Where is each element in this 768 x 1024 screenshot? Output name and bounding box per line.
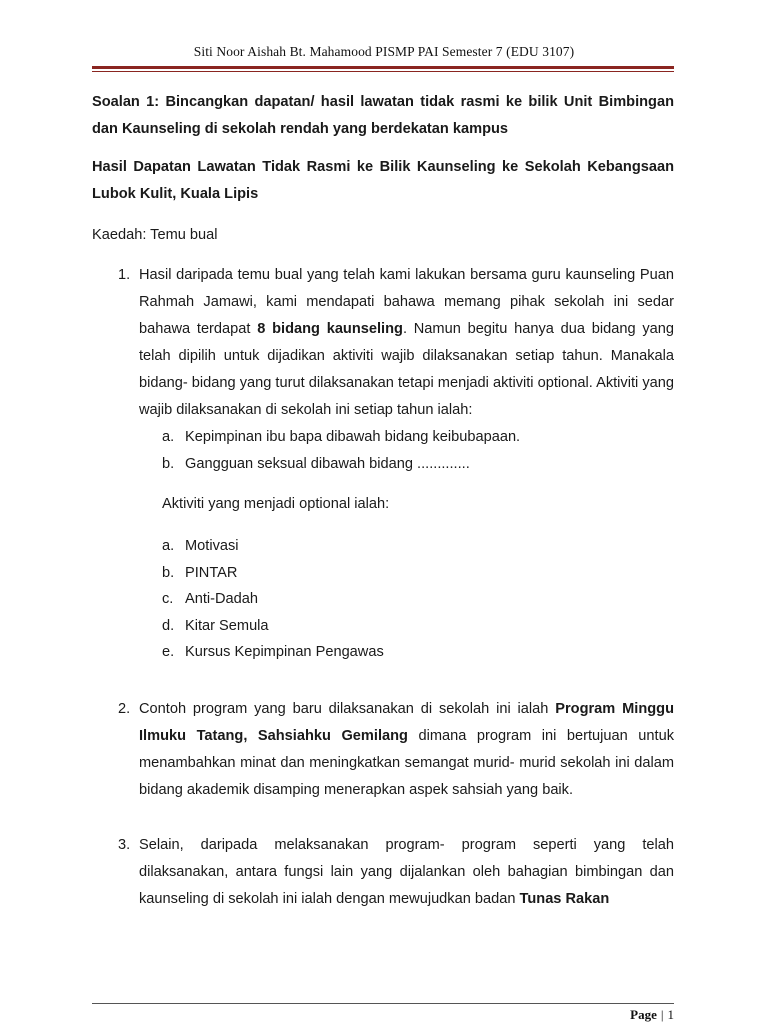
finding-text: [139, 262, 674, 424]
list-item: [139, 639, 674, 666]
list-letter: b.: [162, 455, 175, 472]
list-item-text: Motivasi: [185, 538, 239, 554]
list-item: [139, 560, 674, 587]
list-item: [139, 613, 674, 640]
findings-list: [92, 262, 674, 913]
document-body: [92, 89, 674, 913]
finding-text-part: dimana program ini bertujuan untuk menambahkan minat dan meningkatkan semangat murid- murid sekolah ini dalam bidang akademik disamping menerapkan aspek sahsiah yang baik.: [139, 727, 675, 798]
finding-text: [139, 832, 674, 913]
finding-number: 1.: [118, 267, 131, 283]
finding-item-1: [92, 262, 674, 666]
list-letter: e.: [162, 644, 175, 660]
finding-item-3: [92, 832, 674, 913]
question-title: Soalan 1: Bincangkan dapatan/ hasil lawatan tidak rasmi ke bilik Unit Bimbingan dan Kaunseling di sekolah rendah yang berdekatan kampus: [92, 94, 674, 137]
list-item-text: Anti-Dadah: [185, 591, 259, 607]
header-rule-thick: [92, 66, 674, 69]
list-letter: a.: [162, 429, 175, 445]
page-footer: [92, 1003, 674, 1023]
list-letter: d.: [162, 617, 175, 634]
finding-text-part: Selain, daripada melaksanakan program- program seperti yang telah dilaksanakan, antara fungsi lain yang dijalankan oleh bahagian bimbingan dan kaunseling di sekolah ini ialah dengan mewujudkan badan: [139, 836, 674, 907]
finding-text-part: Hasil daripada temu bual yang telah kami lakukan bersama guru kaunseling Puan Rahmah Jamawi, kami mendapati bahawa memang pihak sekolah ini sedar bahawa terdapat: [139, 267, 674, 337]
finding-number: 2.: [118, 700, 131, 717]
list-item: [139, 451, 674, 478]
list-item-text: Gangguan seksual dibawah bidang .............: [185, 455, 470, 472]
list-letter: c.: [162, 591, 174, 607]
finding-bold-text: Tunas Rakan: [519, 890, 610, 907]
header-rule-thin: [92, 71, 674, 72]
list-item: [139, 586, 674, 613]
optional-activities-label: Aktiviti yang menjadi optional ialah:: [162, 496, 390, 512]
finding-text-part: Contoh program yang baru dilaksanakan di sekolah ini ialah: [139, 700, 556, 717]
finding-text-part: . Namun begitu hanya dua bidang yang telah dipilih untuk dijadikan aktiviti wajib dilaksanakan setiap tahun. Manakala bidang- bidang yang turut dilaksanakan tetapi menjadi aktiviti optional. Aktiviti yang wajib dilaksanakan di sekolah ini setiap tahun ialah:: [139, 321, 674, 418]
finding-bold-text: Program Minggu Ilmuku Tatang, Sahsiahku Gemilang: [139, 700, 674, 744]
finding-text: [139, 696, 674, 804]
list-item-text: PINTAR: [185, 564, 238, 581]
finding-item-2: [92, 696, 674, 804]
list-item: [139, 533, 674, 560]
question-subtitle: Hasil Dapatan Lawatan Tidak Rasmi ke Bilik Kaunseling ke Sekolah Kebangsaan Lubok Kulit, Kuala Lipis: [92, 159, 674, 202]
list-item-text: Kursus Kepimpinan Pengawas: [185, 644, 384, 660]
mandatory-activities-list: [139, 424, 674, 477]
finding-bold-text: 8 bidang kaunseling: [257, 321, 403, 337]
page-number: 1: [667, 1007, 674, 1022]
list-letter: a.: [162, 538, 175, 554]
page-separator: |: [660, 1007, 664, 1022]
page-header: Siti Noor Aishah Bt. Mahamood PISMP PAI Semester 7 (EDU 3107): [193, 44, 575, 59]
method-line: Kaedah: Temu bual: [92, 227, 218, 243]
optional-activities-list: [139, 533, 674, 666]
list-item-text: Kitar Semula: [185, 617, 269, 634]
page-label: Page: [630, 1007, 657, 1022]
list-letter: b.: [162, 564, 175, 581]
list-item: [139, 424, 674, 451]
finding-number: 3.: [118, 836, 131, 853]
list-item-text: Kepimpinan ibu bapa dibawah bidang keibubapaan.: [185, 429, 521, 445]
